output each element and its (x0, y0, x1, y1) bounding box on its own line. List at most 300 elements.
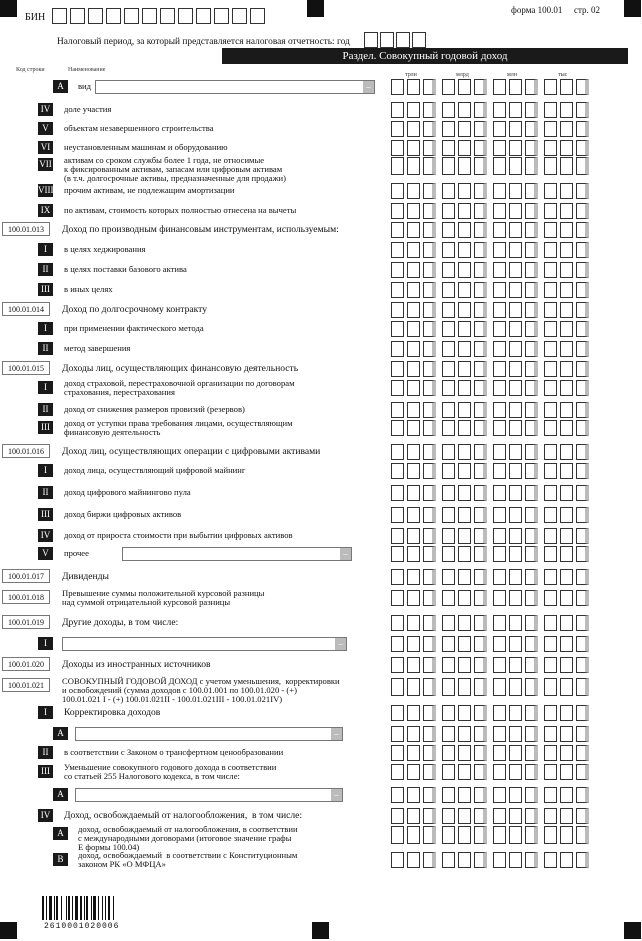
amount-digit-cell[interactable] (509, 546, 522, 562)
amount-digit-cell[interactable] (493, 341, 506, 357)
amount-digit-cell[interactable] (525, 463, 538, 479)
amount-digit-cell[interactable] (493, 787, 506, 803)
amount-digit-cell[interactable] (509, 569, 522, 585)
amount-digit-cell[interactable] (509, 726, 522, 742)
amount-digit-cell[interactable] (391, 852, 404, 868)
amount-digit-cell[interactable] (458, 183, 471, 199)
amount-digit-cell[interactable] (442, 528, 455, 544)
row-dropdown[interactable] (62, 637, 347, 651)
amount-digit-cell[interactable] (544, 380, 557, 396)
amount-digit-cell[interactable] (560, 528, 573, 544)
bin-digit-cell[interactable] (214, 8, 229, 24)
amount-digit-cell[interactable] (391, 615, 404, 631)
amount-digit-cell[interactable] (493, 444, 506, 460)
amount-digit-cell[interactable] (423, 657, 436, 673)
amount-digit-cell[interactable] (423, 507, 436, 523)
amount-digit-cell[interactable] (525, 203, 538, 219)
amount-digit-cell[interactable] (493, 140, 506, 156)
amount-digit-cell[interactable] (509, 852, 522, 868)
amount-digit-cell[interactable] (391, 361, 404, 377)
amount-digit-cell[interactable] (474, 242, 487, 258)
amount-digit-cell[interactable] (391, 183, 404, 199)
amount-digit-cell[interactable] (458, 463, 471, 479)
bin-digit-cell[interactable] (250, 8, 265, 24)
amount-digit-cell[interactable] (423, 157, 436, 175)
amount-digit-cell[interactable] (442, 420, 455, 436)
amount-digit-cell[interactable] (474, 745, 487, 761)
bin-digit-cell[interactable] (232, 8, 247, 24)
amount-digit-cell[interactable] (391, 79, 404, 95)
amount-digit-cell[interactable] (493, 507, 506, 523)
amount-digit-cell[interactable] (576, 590, 589, 606)
amount-digit-cell[interactable] (391, 726, 404, 742)
amount-digit-cell[interactable] (391, 321, 404, 337)
amount-digit-cell[interactable] (560, 657, 573, 673)
amount-digit-cell[interactable] (458, 262, 471, 278)
amount-digit-cell[interactable] (493, 745, 506, 761)
amount-digit-cell[interactable] (474, 282, 487, 298)
amount-digit-cell[interactable] (474, 590, 487, 606)
amount-digit-cell[interactable] (391, 302, 404, 318)
amount-digit-cell[interactable] (458, 808, 471, 824)
amount-digit-cell[interactable] (474, 203, 487, 219)
amount-digit-cell[interactable] (423, 826, 436, 844)
amount-digit-cell[interactable] (576, 764, 589, 780)
amount-digit-cell[interactable] (407, 636, 420, 652)
amount-digit-cell[interactable] (442, 302, 455, 318)
amount-digit-cell[interactable] (576, 528, 589, 544)
amount-digit-cell[interactable] (407, 157, 420, 175)
amount-digit-cell[interactable] (493, 678, 506, 696)
amount-digit-cell[interactable] (423, 420, 436, 436)
amount-digit-cell[interactable] (423, 242, 436, 258)
amount-digit-cell[interactable] (474, 463, 487, 479)
amount-digit-cell[interactable] (509, 485, 522, 501)
amount-digit-cell[interactable] (576, 546, 589, 562)
amount-digit-cell[interactable] (576, 787, 589, 803)
amount-digit-cell[interactable] (560, 183, 573, 199)
amount-digit-cell[interactable] (458, 636, 471, 652)
bin-digit-cell[interactable] (52, 8, 67, 24)
amount-digit-cell[interactable] (525, 657, 538, 673)
amount-digit-cell[interactable] (544, 361, 557, 377)
amount-digit-cell[interactable] (525, 361, 538, 377)
amount-digit-cell[interactable] (442, 341, 455, 357)
amount-digit-cell[interactable] (442, 321, 455, 337)
amount-digit-cell[interactable] (407, 826, 420, 844)
amount-digit-cell[interactable] (509, 705, 522, 721)
amount-digit-cell[interactable] (544, 140, 557, 156)
amount-digit-cell[interactable] (407, 705, 420, 721)
amount-digit-cell[interactable] (493, 361, 506, 377)
amount-digit-cell[interactable] (391, 485, 404, 501)
amount-digit-cell[interactable] (474, 569, 487, 585)
amount-digit-cell[interactable] (458, 569, 471, 585)
amount-digit-cell[interactable] (423, 302, 436, 318)
amount-digit-cell[interactable] (423, 590, 436, 606)
amount-digit-cell[interactable] (423, 569, 436, 585)
amount-digit-cell[interactable] (525, 444, 538, 460)
amount-digit-cell[interactable] (391, 402, 404, 418)
amount-digit-cell[interactable] (474, 79, 487, 95)
amount-digit-cell[interactable] (525, 726, 538, 742)
amount-digit-cell[interactable] (493, 420, 506, 436)
amount-digit-cell[interactable] (560, 140, 573, 156)
amount-digit-cell[interactable] (423, 203, 436, 219)
amount-digit-cell[interactable] (423, 808, 436, 824)
amount-digit-cell[interactable] (423, 852, 436, 868)
amount-digit-cell[interactable] (458, 678, 471, 696)
year-digit-cell[interactable] (412, 32, 426, 48)
amount-digit-cell[interactable] (423, 321, 436, 337)
amount-digit-cell[interactable] (474, 140, 487, 156)
amount-digit-cell[interactable] (407, 463, 420, 479)
amount-digit-cell[interactable] (391, 140, 404, 156)
amount-digit-cell[interactable] (391, 528, 404, 544)
amount-digit-cell[interactable] (391, 657, 404, 673)
amount-digit-cell[interactable] (493, 380, 506, 396)
amount-digit-cell[interactable] (458, 615, 471, 631)
bin-digit-cell[interactable] (124, 8, 139, 24)
amount-digit-cell[interactable] (560, 636, 573, 652)
amount-digit-cell[interactable] (576, 222, 589, 238)
amount-digit-cell[interactable] (560, 808, 573, 824)
amount-digit-cell[interactable] (474, 341, 487, 357)
year-digit-cell[interactable] (380, 32, 394, 48)
amount-digit-cell[interactable] (560, 678, 573, 696)
amount-digit-cell[interactable] (493, 262, 506, 278)
amount-digit-cell[interactable] (407, 546, 420, 562)
amount-digit-cell[interactable] (576, 705, 589, 721)
row-dropdown[interactable] (95, 80, 375, 94)
amount-digit-cell[interactable] (560, 222, 573, 238)
amount-digit-cell[interactable] (474, 787, 487, 803)
amount-digit-cell[interactable] (407, 764, 420, 780)
amount-digit-cell[interactable] (525, 590, 538, 606)
amount-digit-cell[interactable] (423, 140, 436, 156)
amount-digit-cell[interactable] (423, 402, 436, 418)
amount-digit-cell[interactable] (576, 569, 589, 585)
amount-digit-cell[interactable] (576, 402, 589, 418)
amount-digit-cell[interactable] (407, 420, 420, 436)
amount-digit-cell[interactable] (525, 745, 538, 761)
amount-digit-cell[interactable] (474, 546, 487, 562)
amount-digit-cell[interactable] (442, 590, 455, 606)
amount-digit-cell[interactable] (407, 528, 420, 544)
amount-digit-cell[interactable] (509, 121, 522, 137)
amount-digit-cell[interactable] (544, 726, 557, 742)
amount-digit-cell[interactable] (474, 302, 487, 318)
amount-digit-cell[interactable] (474, 222, 487, 238)
amount-digit-cell[interactable] (560, 590, 573, 606)
amount-digit-cell[interactable] (509, 808, 522, 824)
amount-digit-cell[interactable] (544, 852, 557, 868)
amount-digit-cell[interactable] (576, 183, 589, 199)
amount-digit-cell[interactable] (544, 636, 557, 652)
amount-digit-cell[interactable] (509, 615, 522, 631)
amount-digit-cell[interactable] (458, 745, 471, 761)
amount-digit-cell[interactable] (544, 242, 557, 258)
amount-digit-cell[interactable] (576, 726, 589, 742)
amount-digit-cell[interactable] (544, 203, 557, 219)
amount-digit-cell[interactable] (509, 745, 522, 761)
amount-digit-cell[interactable] (509, 787, 522, 803)
amount-digit-cell[interactable] (544, 546, 557, 562)
amount-digit-cell[interactable] (576, 657, 589, 673)
amount-digit-cell[interactable] (544, 569, 557, 585)
amount-digit-cell[interactable] (576, 140, 589, 156)
amount-digit-cell[interactable] (407, 203, 420, 219)
amount-digit-cell[interactable] (544, 402, 557, 418)
amount-digit-cell[interactable] (560, 402, 573, 418)
amount-digit-cell[interactable] (474, 528, 487, 544)
amount-digit-cell[interactable] (458, 590, 471, 606)
amount-digit-cell[interactable] (576, 852, 589, 868)
amount-digit-cell[interactable] (544, 657, 557, 673)
amount-digit-cell[interactable] (391, 121, 404, 137)
amount-digit-cell[interactable] (576, 420, 589, 436)
amount-digit-cell[interactable] (544, 79, 557, 95)
amount-digit-cell[interactable] (544, 282, 557, 298)
bin-digit-cell[interactable] (160, 8, 175, 24)
amount-digit-cell[interactable] (423, 262, 436, 278)
amount-digit-cell[interactable] (576, 745, 589, 761)
amount-digit-cell[interactable] (442, 361, 455, 377)
amount-digit-cell[interactable] (407, 507, 420, 523)
amount-digit-cell[interactable] (423, 787, 436, 803)
amount-digit-cell[interactable] (525, 546, 538, 562)
amount-digit-cell[interactable] (525, 380, 538, 396)
amount-digit-cell[interactable] (442, 380, 455, 396)
amount-digit-cell[interactable] (544, 444, 557, 460)
amount-digit-cell[interactable] (509, 79, 522, 95)
amount-digit-cell[interactable] (493, 657, 506, 673)
amount-digit-cell[interactable] (576, 380, 589, 396)
amount-digit-cell[interactable] (423, 764, 436, 780)
amount-digit-cell[interactable] (407, 341, 420, 357)
amount-digit-cell[interactable] (576, 507, 589, 523)
amount-digit-cell[interactable] (423, 282, 436, 298)
amount-digit-cell[interactable] (493, 121, 506, 137)
amount-digit-cell[interactable] (391, 463, 404, 479)
amount-digit-cell[interactable] (474, 808, 487, 824)
amount-digit-cell[interactable] (509, 302, 522, 318)
amount-digit-cell[interactable] (458, 444, 471, 460)
amount-digit-cell[interactable] (474, 485, 487, 501)
amount-digit-cell[interactable] (525, 485, 538, 501)
amount-digit-cell[interactable] (423, 102, 436, 118)
amount-digit-cell[interactable] (442, 546, 455, 562)
amount-digit-cell[interactable] (544, 121, 557, 137)
amount-digit-cell[interactable] (560, 203, 573, 219)
amount-digit-cell[interactable] (391, 787, 404, 803)
amount-digit-cell[interactable] (509, 507, 522, 523)
amount-digit-cell[interactable] (509, 361, 522, 377)
amount-digit-cell[interactable] (423, 528, 436, 544)
amount-digit-cell[interactable] (458, 402, 471, 418)
amount-digit-cell[interactable] (525, 826, 538, 844)
amount-digit-cell[interactable] (560, 361, 573, 377)
amount-digit-cell[interactable] (407, 485, 420, 501)
amount-digit-cell[interactable] (407, 79, 420, 95)
amount-digit-cell[interactable] (560, 787, 573, 803)
amount-digit-cell[interactable] (525, 242, 538, 258)
amount-digit-cell[interactable] (442, 705, 455, 721)
amount-digit-cell[interactable] (525, 569, 538, 585)
bin-digit-cell[interactable] (142, 8, 157, 24)
amount-digit-cell[interactable] (493, 528, 506, 544)
amount-digit-cell[interactable] (493, 102, 506, 118)
amount-digit-cell[interactable] (493, 485, 506, 501)
amount-digit-cell[interactable] (423, 79, 436, 95)
amount-digit-cell[interactable] (544, 302, 557, 318)
amount-digit-cell[interactable] (576, 242, 589, 258)
amount-digit-cell[interactable] (442, 79, 455, 95)
amount-digit-cell[interactable] (458, 826, 471, 844)
amount-digit-cell[interactable] (509, 678, 522, 696)
amount-digit-cell[interactable] (423, 636, 436, 652)
amount-digit-cell[interactable] (474, 183, 487, 199)
amount-digit-cell[interactable] (442, 569, 455, 585)
amount-digit-cell[interactable] (493, 569, 506, 585)
amount-digit-cell[interactable] (560, 321, 573, 337)
amount-digit-cell[interactable] (407, 321, 420, 337)
amount-digit-cell[interactable] (391, 590, 404, 606)
amount-digit-cell[interactable] (509, 463, 522, 479)
amount-digit-cell[interactable] (576, 121, 589, 137)
amount-digit-cell[interactable] (560, 615, 573, 631)
amount-digit-cell[interactable] (442, 183, 455, 199)
amount-digit-cell[interactable] (560, 262, 573, 278)
bin-digit-cell[interactable] (178, 8, 193, 24)
amount-digit-cell[interactable] (474, 321, 487, 337)
amount-digit-cell[interactable] (442, 140, 455, 156)
amount-digit-cell[interactable] (458, 420, 471, 436)
amount-digit-cell[interactable] (544, 528, 557, 544)
amount-digit-cell[interactable] (442, 745, 455, 761)
amount-digit-cell[interactable] (391, 764, 404, 780)
amount-digit-cell[interactable] (423, 222, 436, 238)
amount-digit-cell[interactable] (407, 262, 420, 278)
amount-digit-cell[interactable] (474, 726, 487, 742)
amount-digit-cell[interactable] (391, 242, 404, 258)
amount-digit-cell[interactable] (458, 302, 471, 318)
amount-digit-cell[interactable] (458, 121, 471, 137)
amount-digit-cell[interactable] (525, 787, 538, 803)
amount-digit-cell[interactable] (442, 463, 455, 479)
amount-digit-cell[interactable] (544, 590, 557, 606)
amount-digit-cell[interactable] (423, 183, 436, 199)
amount-digit-cell[interactable] (525, 852, 538, 868)
amount-digit-cell[interactable] (458, 546, 471, 562)
amount-digit-cell[interactable] (391, 705, 404, 721)
amount-digit-cell[interactable] (423, 361, 436, 377)
amount-digit-cell[interactable] (407, 361, 420, 377)
amount-digit-cell[interactable] (509, 826, 522, 844)
amount-digit-cell[interactable] (407, 402, 420, 418)
amount-digit-cell[interactable] (474, 361, 487, 377)
amount-digit-cell[interactable] (544, 678, 557, 696)
amount-digit-cell[interactable] (560, 463, 573, 479)
amount-digit-cell[interactable] (458, 787, 471, 803)
amount-digit-cell[interactable] (407, 726, 420, 742)
amount-digit-cell[interactable] (576, 321, 589, 337)
amount-digit-cell[interactable] (509, 528, 522, 544)
amount-digit-cell[interactable] (509, 102, 522, 118)
amount-digit-cell[interactable] (560, 444, 573, 460)
amount-digit-cell[interactable] (560, 380, 573, 396)
amount-digit-cell[interactable] (391, 678, 404, 696)
year-digit-cell[interactable] (396, 32, 410, 48)
amount-digit-cell[interactable] (560, 726, 573, 742)
amount-digit-cell[interactable] (458, 102, 471, 118)
amount-digit-cell[interactable] (407, 121, 420, 137)
amount-digit-cell[interactable] (544, 183, 557, 199)
dropdown-arrow-icon[interactable]: – (335, 638, 346, 650)
amount-digit-cell[interactable] (576, 203, 589, 219)
amount-digit-cell[interactable] (560, 282, 573, 298)
amount-digit-cell[interactable] (391, 569, 404, 585)
amount-digit-cell[interactable] (423, 705, 436, 721)
amount-digit-cell[interactable] (407, 282, 420, 298)
amount-digit-cell[interactable] (493, 852, 506, 868)
amount-digit-cell[interactable] (442, 262, 455, 278)
amount-digit-cell[interactable] (560, 102, 573, 118)
year-input[interactable] (364, 32, 434, 48)
amount-digit-cell[interactable] (560, 420, 573, 436)
amount-digit-cell[interactable] (407, 787, 420, 803)
amount-digit-cell[interactable] (560, 826, 573, 844)
amount-digit-cell[interactable] (493, 282, 506, 298)
amount-digit-cell[interactable] (442, 157, 455, 175)
amount-digit-cell[interactable] (493, 79, 506, 95)
amount-digit-cell[interactable] (474, 678, 487, 696)
amount-digit-cell[interactable] (493, 705, 506, 721)
amount-digit-cell[interactable] (493, 764, 506, 780)
amount-digit-cell[interactable] (493, 222, 506, 238)
amount-digit-cell[interactable] (391, 341, 404, 357)
amount-digit-cell[interactable] (423, 463, 436, 479)
amount-digit-cell[interactable] (525, 282, 538, 298)
amount-digit-cell[interactable] (560, 546, 573, 562)
amount-digit-cell[interactable] (407, 615, 420, 631)
amount-digit-cell[interactable] (442, 615, 455, 631)
amount-digit-cell[interactable] (474, 636, 487, 652)
amount-digit-cell[interactable] (407, 808, 420, 824)
amount-digit-cell[interactable] (423, 615, 436, 631)
amount-digit-cell[interactable] (493, 808, 506, 824)
amount-digit-cell[interactable] (442, 852, 455, 868)
amount-digit-cell[interactable] (544, 705, 557, 721)
amount-digit-cell[interactable] (560, 121, 573, 137)
amount-digit-cell[interactable] (544, 420, 557, 436)
amount-digit-cell[interactable] (442, 444, 455, 460)
amount-digit-cell[interactable] (525, 321, 538, 337)
row-dropdown[interactable] (75, 788, 343, 802)
amount-digit-cell[interactable] (493, 183, 506, 199)
amount-digit-cell[interactable] (423, 485, 436, 501)
amount-digit-cell[interactable] (493, 636, 506, 652)
amount-digit-cell[interactable] (509, 380, 522, 396)
amount-digit-cell[interactable] (576, 485, 589, 501)
amount-digit-cell[interactable] (525, 302, 538, 318)
amount-digit-cell[interactable] (576, 444, 589, 460)
amount-digit-cell[interactable] (576, 615, 589, 631)
amount-digit-cell[interactable] (544, 341, 557, 357)
amount-digit-cell[interactable] (493, 402, 506, 418)
amount-digit-cell[interactable] (560, 569, 573, 585)
amount-digit-cell[interactable] (576, 808, 589, 824)
